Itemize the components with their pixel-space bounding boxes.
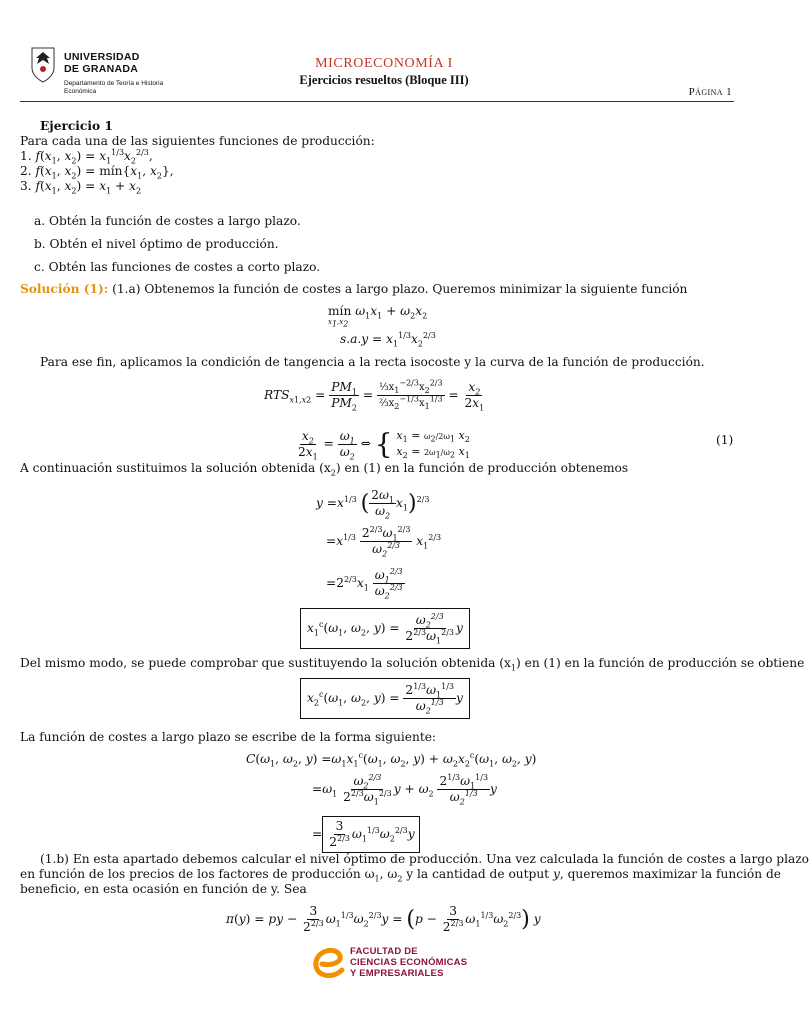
paragraph-1b-line-3: beneficio, en esta ocasión en función de y. Sea xyxy=(20,882,307,896)
task-c: c. Obtén las funciones de costes a corto plazo. xyxy=(34,260,321,274)
header-divider xyxy=(20,101,734,102)
department-name: Departamento de Teoría e Historia Económica xyxy=(64,80,164,95)
x1-demand-box: $x_1^c(\omega_1$, $\omega_2$, y) = $\frac{\omega_2^{2/3}}{2^{2/3}\omega_1^{2/3}}$ y xyxy=(300,608,470,649)
tangency-text: Para ese fin, aplicamos la condición de tangencia a la recta isocoste y la curva de la función de producción. xyxy=(40,355,705,369)
document-subtitle: Ejercicios resueltos (Bloque III) xyxy=(299,73,469,87)
production-function-1: 1. $f(x_1$, $x_2) = x_1^{1/3}x_2^{2/3}$, xyxy=(20,147,153,166)
tangency-system: $\frac{x_2}{2x_1}$ = $\frac{\omega_1}{\omega_2}$ ⇔ { $x_1 = \omega_2/2\omega_1$ $x_2$ $x_2 = 2\omega_1/\omega_2$ $x_1$ xyxy=(298,427,470,461)
exercise-heading: Ejercicio 1 xyxy=(40,119,113,133)
min-subscript: $x_1,x_2$ xyxy=(328,318,349,329)
equation-number: (1) xyxy=(716,433,734,447)
objective-min: mín $\omega_1x_1 + \omega_2x_2$ xyxy=(328,304,428,321)
derivation-line-3: $=2^{2/3}x_1$ $\frac{\omega_1^{2/3}}{\omega_2^{2/3}}$ xyxy=(326,566,403,601)
solution-intro: Solución (1): (1.a) Obtenemos la función de costes a largo plazo. Queremos minimizar la siguiente función xyxy=(20,282,688,296)
task-b: b. Obtén el nivel óptimo de producción. xyxy=(34,237,279,251)
constraint: $s.a.y = x_1^{1/3}x_2^{2/3}$ xyxy=(340,330,436,349)
page-number: Página 1 xyxy=(688,86,732,98)
exercise-intro: Para cada una de las siguientes funciones de producción: xyxy=(20,134,375,148)
comparison-text: Del mismo modo, se puede comprobar que sustituyendo la solución obtenida $(x_1)$ en (1) en la función de producción se obtiene xyxy=(20,656,805,673)
paragraph-1b-line-2: en función de los precios de los factores de producción $\omega_1$, $\omega_2$ y la cantidad de output y, queremos maximizar la función de xyxy=(20,867,781,884)
derivation-line-1: $y =x^{1/3}$ ( $\frac{2\omega_1}{\omega_2}$ $x_1)^{2/3}$ xyxy=(316,488,430,521)
paragraph-1b-line-1: (1.b) En esta apartado debemos calcular el nivel óptimo de producción. Una vez calculada la función de costes a largo plazo xyxy=(40,852,809,866)
faculty-logo-icon xyxy=(312,944,348,978)
university-name: UNIVERSIDAD DE GRANADA xyxy=(64,51,140,75)
cost-function-text: La función de costes a largo plazo se escribe de la forma siguiente: xyxy=(20,730,437,744)
document-title: MICROECONOMÍA I xyxy=(315,56,453,71)
production-function-3: 3. $f(x_1$, $x_2) = x_1 + x_2$ xyxy=(20,179,142,196)
cost-line-3: = $\frac{3}{2^{2/3}}$ $\omega_1^{1/3}\omega_2^{2/3}y$ xyxy=(312,816,420,853)
cost-line-1: $C(\omega_1$, $\omega_2$, $y) =\omega_1x_1^c(\omega_1$, $\omega_2$, $y) + \omega_2x_2^c(\omega_1$, $\omega_2$, y) xyxy=(246,750,537,769)
task-a: a. Obtén la función de costes a largo plazo. xyxy=(34,214,301,228)
derivation-line-2: $=x^{1/3}$ $\frac{2^{2/3}\omega_1^{2/3}}{\omega_2^{2/3}}$ $x_1^{2/3}$ xyxy=(326,524,442,559)
profit-equation: π(y) = py − $\frac{3}{2^{2/3}}$ $\omega_1^{1/3}\omega_2^{2/3}y = (p$ − $\frac{3}{2^{2/3}}$ $\omega_1^{1/3}\omega_2^{2/3}$) y xyxy=(226,904,541,934)
production-function-2: 2. $f(x_1$, $x_2$) = $mín\{x_1$, $x_2$}, xyxy=(20,164,174,181)
faculty-name: FACULTAD DE CIENCIAS ECONÓMICAS Y EMPRESARIALES xyxy=(350,946,468,979)
substitution-text: A continuación sustituimos la solución obtenida $(x_2)$ en (1) en la función de producción obtenemos xyxy=(20,461,629,478)
x2-demand-box: $x_2^c(\omega_1$, $\omega_2$, y) = $\frac{2^{1/3}\omega_1^{1/3}}{\omega_2^{1/3}}$ y xyxy=(300,678,470,719)
solution-label: Solución (1): xyxy=(20,282,109,296)
rts-equation: $RTS_{x1,x2}$ = $\frac{PM_1}{PM_2}$ = $\frac{\frac{1}{3}x_1^{-2/3}x_2^{2/3}}{\frac{2}{3}x_2^{-1/3}x_1^{1/3}}$ = $\frac{x_2}{2x_1}$ xyxy=(264,378,485,413)
cost-line-2: $=\omega_1$ $\frac{\omega_2^{2/3}}{2^{2/3}\omega_1^{2/3}}$ $y + \omega_2$ $\frac{2^{1/3}\omega_1^{1/3}}{\omega_2^{1/3}}$ y xyxy=(312,772,497,807)
